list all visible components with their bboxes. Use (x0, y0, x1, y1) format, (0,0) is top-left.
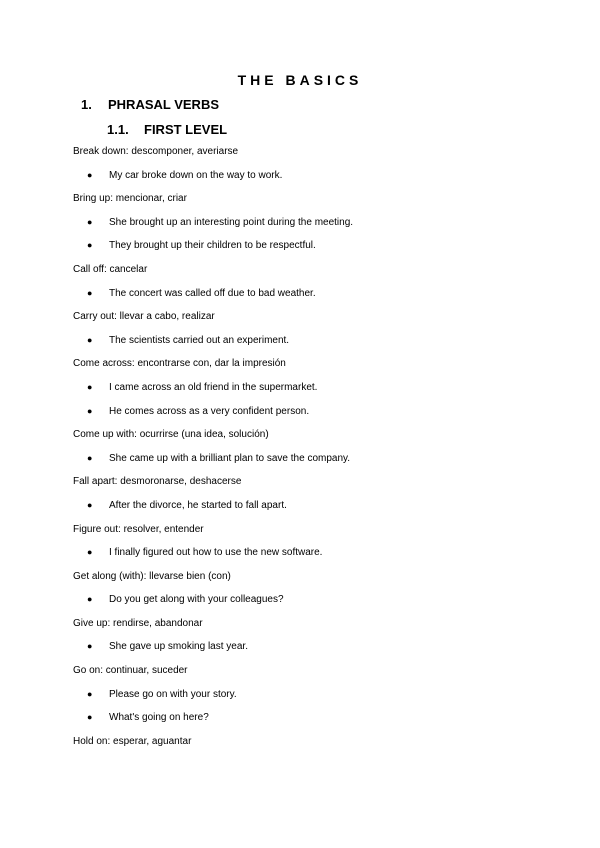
bullet-icon: ● (87, 240, 93, 251)
phrasal-verb-term: Bring up: mencionar, criar (73, 193, 187, 205)
example-item (73, 447, 553, 471)
bullet-icon: ● (87, 381, 93, 392)
example-item (73, 541, 553, 565)
bullet-icon: ● (87, 169, 93, 180)
example-item (73, 164, 553, 188)
bullet-icon: ● (87, 547, 93, 558)
example-text: She brought up an interesting point during the meeting. (109, 216, 354, 228)
bullet-icon: ● (87, 334, 93, 345)
subsection-label: FIRST LEVEL (144, 122, 228, 137)
bullet-icon: ● (87, 712, 93, 723)
example-item (73, 683, 553, 707)
subsection-heading (107, 122, 227, 137)
bullet-icon: ● (87, 499, 93, 510)
phrasal-verb-term: Hold on: esperar, aguantar (73, 735, 192, 747)
example-item (73, 400, 553, 424)
example-item (73, 494, 553, 518)
phrasal-verb-term: Break down: descomponer, averiarse (73, 146, 239, 157)
bullet-icon: ● (87, 287, 93, 298)
document-title: THE BASICS (237, 72, 363, 88)
phrasal-verb-term: Go on: continuar, suceder (73, 665, 188, 677)
phrasal-verb-term: Carry out: llevar a cabo, realizar (73, 311, 215, 323)
example-text: They brought up their children to be respectful. (109, 240, 316, 252)
phrasal-verb-term: Get along (with): llevarse bien (con) (73, 570, 231, 582)
bullet-icon: ● (87, 405, 93, 416)
bullet-icon: ● (87, 594, 93, 605)
example-item (73, 635, 553, 659)
example-item (73, 588, 553, 612)
example-text: I finally figured out how to use the new software. (109, 547, 323, 559)
example-text: Please go on with your story. (109, 688, 237, 700)
example-text: She gave up smoking last year. (109, 641, 248, 653)
example-item (73, 376, 553, 400)
bullet-icon: ● (87, 688, 93, 699)
phrasal-verb-term: Come up with: ocurrirse (una idea, solución) (73, 429, 269, 441)
phrasal-verb-term: Come across: encontrarse con, dar la impresión (73, 358, 286, 370)
subsection-number: 1.1. (107, 122, 129, 137)
example-text: After the divorce, he started to fall apart. (109, 499, 287, 511)
section-number: 1. (81, 97, 92, 112)
bullet-icon: ● (87, 216, 93, 227)
section-label: PHRASAL VERBS (108, 97, 220, 112)
phrasal-verb-term: Figure out: resolver, entender (73, 523, 204, 535)
bullet-icon: ● (87, 452, 93, 463)
example-text: My car broke down on the way to work. (109, 169, 283, 181)
phrasal-verb-term: Fall apart: desmoronarse, deshacerse (73, 476, 242, 488)
example-text: The scientists carried out an experiment. (109, 334, 290, 346)
example-text: He comes across as a very confident person. (109, 405, 310, 417)
example-text: She came up with a brilliant plan to save the company. (109, 452, 351, 464)
example-item (73, 329, 553, 353)
phrasal-verb-term: Call off: cancelar (73, 263, 148, 275)
bullet-icon: ● (87, 641, 93, 652)
example-item (73, 211, 553, 235)
example-text: I came across an old friend in the supermarket. (109, 381, 318, 393)
example-text: What's going on here? (109, 712, 209, 724)
example-item (73, 282, 553, 306)
section-heading (81, 97, 219, 112)
example-item (73, 234, 553, 258)
example-text: Do you get along with your colleagues? (109, 594, 284, 606)
phrasal-verb-list (73, 140, 553, 753)
example-item (73, 706, 553, 730)
phrasal-verb-term: Give up: rendirse, abandonar (73, 617, 203, 629)
example-text: The concert was called off due to bad weather. (109, 287, 316, 299)
